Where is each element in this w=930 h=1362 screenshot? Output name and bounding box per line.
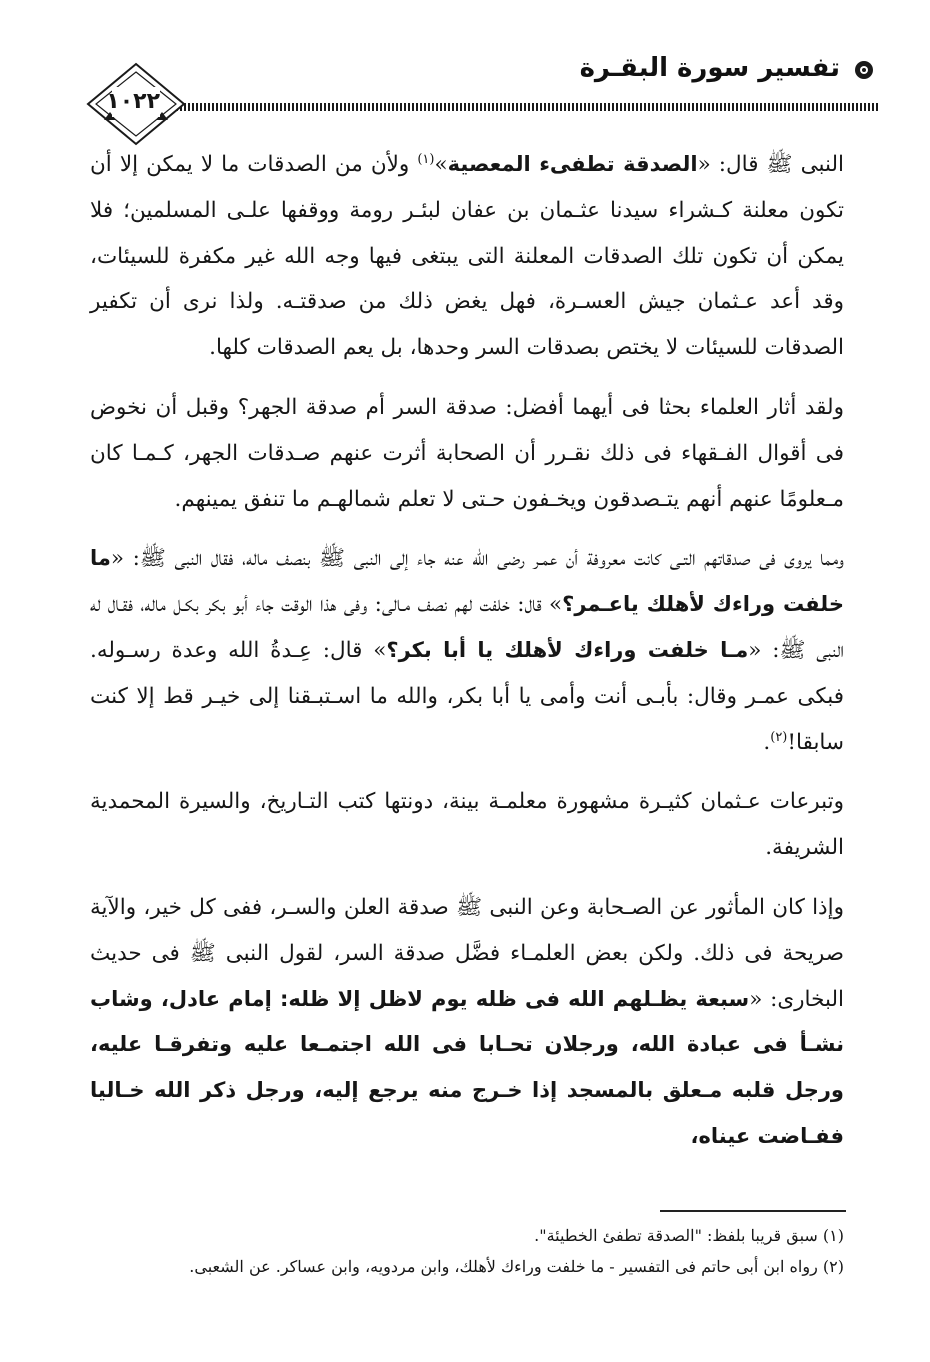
ornament-icon xyxy=(852,58,876,82)
quoted-hadith: مـا خلفت وراءك لأهلك يا أبا بكر؟ xyxy=(386,637,749,662)
header-rule xyxy=(100,103,878,111)
footnote: (٢) رواه ابن أبى حاتم فى التفسير - ما خلفت وراءك لأهلك، وابن مردويه، وابن عساكر. عن الشعبى. xyxy=(189,1257,844,1276)
quoted-hadith: سبعة يظـلهم الله فى ظله يوم لاظل إلا ظله: إمام عادل، وشاب نشـأ فى عبادة الله، ورجلان تحـابا فى الله اجتمـعا عليه وتفرقـا عليه، ورجل قلبه مـعلق بالمسجد إذا خـرج منه يرجع إليه، ورجل ذكر الله خـاليا ففـاضت عيناه، xyxy=(90,986,844,1148)
text-run: » قال: خلفت لهم نصف مـالى: وفى هذا الوقت جاء أبو بكر بكـل ماله، فقـال له النبى ﷺ: « xyxy=(90,592,844,663)
footnote: (١) سبق قريبا بلفظ: "الصدقة تطفئ الخطيئة". xyxy=(534,1226,844,1245)
text-run: . xyxy=(763,729,771,755)
paragraph xyxy=(90,142,844,371)
quoted-hadith: ما خلفت وراءك لأهلك ياعـمر؟ xyxy=(90,546,844,617)
text-run: ومما يروى فى صدقاتهم التـى كانت معروفة أن عمـر رضى الله عنه جاء إلى النبى ﷺ بنصف ماله، فقال النبى ﷺ: « xyxy=(110,546,844,572)
footnote-ref: (٢) xyxy=(770,729,788,745)
text-run: » xyxy=(434,152,448,177)
footnotes xyxy=(110,1220,844,1282)
running-title: تفسير سورة البقـرة xyxy=(579,53,840,83)
text-run: وإذا كان المأثور عن الصـحابة وعن النبى ﷺ صدقة العلن والسـر، ففى كل خير، والآية صريحة فى ذلك. ولكن بعض العلمـاء فضَّل صدقة السر، لقول النبى ﷺ فى حديث البخارى: « xyxy=(90,894,844,1012)
text-run: النبى ﷺ قال: « xyxy=(697,152,845,177)
text-run: » قال: عِـدةُ الله وعدة رسـوله. فبكى عمـر وقال: بأبـى أنت وأمى يا أبا بكر، والله ما اسـتبـقنا إلى خيـر قط إلا كنت سابقا! xyxy=(90,637,844,755)
footnote-separator xyxy=(660,1210,846,1212)
paragraph xyxy=(90,779,844,871)
paragraph xyxy=(90,385,844,522)
page-header xyxy=(0,0,930,150)
text-run: وتبرعات عـثمان كثيـرة مشهورة معلمـة بينة، دونتها كتب التـاريخ، والسيرة المحمدية الشريفة. xyxy=(90,789,844,861)
body-text xyxy=(90,142,844,1174)
footnote-ref: (١) xyxy=(417,151,435,167)
paragraph xyxy=(90,885,844,1160)
page-number: ١٠٢٢ xyxy=(112,87,160,117)
text-run: ولقد أثار العلماء بحثا فى أيهما أفضل: صدقة السر أم صدقة الجهر؟ وقبل أن نخوض فى أقوال الفـقهاء فى ذلك نقـرر أن الصحابة أثرت عنهم صـدقات الجهر، كـمـا كان مـعلومًا عنهم أنهم يتـصدقون ويخـفون حـتى لا تعلم شمالهـم ما تنفق يمينهم. xyxy=(90,394,844,512)
text-run: ولأن من الصدقات ما لا يمكن إلا أن تكون معلنة كـشراء سيدنا عثـمان بن عفان لبئـر رومة ووقفها علـى المسلمين؛ فلا يمكن أن تكون تلك الصدقات المعلنة التى يبتغى فيها وجه الله غير مكفرة للسيئات، وقد أعد عـثمان جيش العسـرة، فهل يغض ذلك من صدقتـه. ولذا نرى أن تكفير الصدقات للسيئات لا يختص بصدقات السر وحدها، بل يعم الصدقات كلها. xyxy=(90,152,844,361)
quoted-hadith: الصدقة تطفىء المعصية xyxy=(447,152,698,176)
paragraph xyxy=(90,536,844,765)
